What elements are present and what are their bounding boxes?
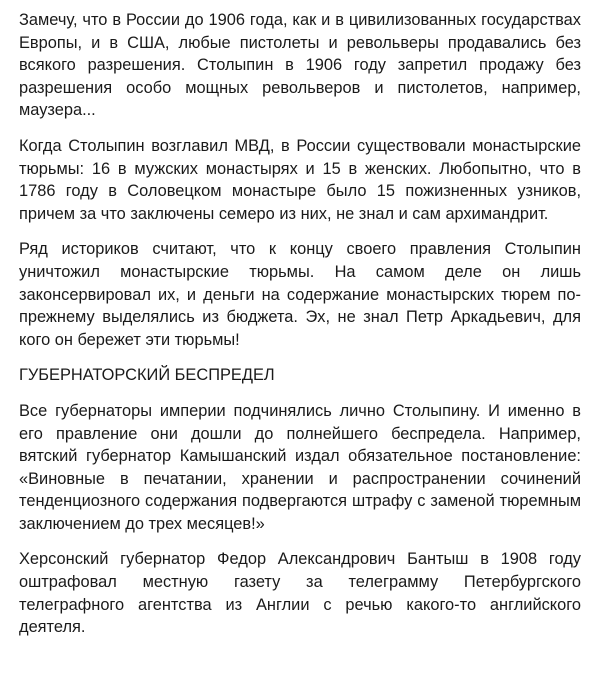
paragraph-pistols: Замечу, что в России до 1906 года, как и в цивилизованных государствах Европы, и в США, любые пистолеты и револьверы продавались без всякого разрешения. Столыпин в 1906 году запретил продажу без разрешения особо мощных револьверов и пистолетов, например, маузера... [19,11,581,120]
paragraph-historians: Ряд историков считают, что к концу своего правления Столыпин уничтожил монастырские тюрьмы. На самом деле он лишь законсервировал их, и деньги на содержание монастырских тюрем по-прежнему выделялись из бюджета. Эх, не знал Петр Аркадьевич, для кого он бережет эти тюрьмы! [19,240,581,349]
paragraph-governors: Все губернаторы империи подчинялись лично Столыпину. И именно в его правление они дошли до полнейшего беспредела. Например, вятский губернатор Камышанский издал обязательное постановление: «Виновные в печатании, хранении и распространении сочинений тенденциозного содержания подвергаются штрафу с заменой тюремным заключением до трех месяцев!» [19,401,581,533]
paragraph-monastery-prisons: Когда Столыпин возглавил МВД, в России существовали монастырские тюрьмы: 16 в мужских монастырях и 15 в женских. Любопытно, что в 1786 году в Соловецком монастыре было 15 пожизненных узников, причем за что заключены семеро из них, не знал и сам архимандрит. [19,136,581,223]
paragraph-kherson-governor: Херсонский губернатор Федор Александрович Бантыш в 1908 году оштрафовал местную газету за телеграмму Петербургского телеграфного агентства из Англии с речью какого-то английского деятеля. [19,550,581,637]
section-heading: ГУБЕРНАТОРСКИЙ БЕСПРЕДЕЛ [19,366,275,385]
